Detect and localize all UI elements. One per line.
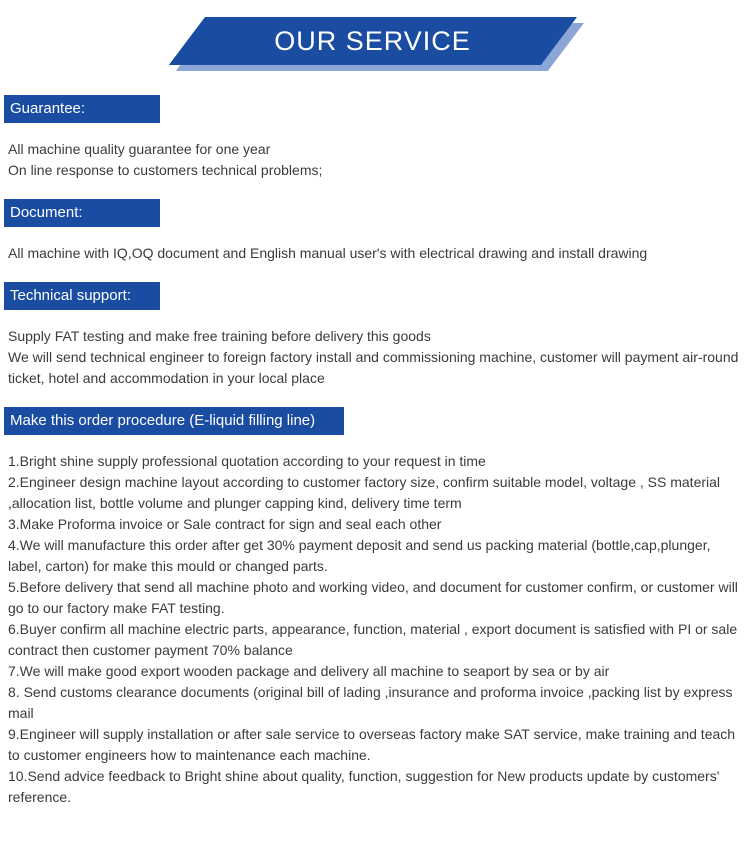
procedure-step-9: 9.Engineer will supply installation or after sale service to overseas factory make SAT service, make training and teach to customer engineers how to maintenance each machine. <box>8 726 736 763</box>
procedure-step-7: 7.We will make good export wooden package and delivery all machine to seaport by sea or by air <box>8 663 610 679</box>
guarantee-paragraph-1: All machine quality guarantee for one year <box>8 141 271 157</box>
procedure-step-6: 6.Buyer confirm all machine electric parts, appearance, function, material , export document is satisfied with PI or sale contract then customer payment 70% balance <box>8 621 738 658</box>
document-paragraph-1: All machine with IQ,OQ document and English manual user's with electrical drawing and install drawing <box>8 245 648 261</box>
section-bar-technical-support: Technical support: <box>4 282 160 310</box>
procedure-step-4: 4.We will manufacture this order after get 30% payment deposit and send us packing material (bottle,cap,plunger, label, carton) for make this mould or changed parts. <box>8 537 711 574</box>
procedure-step-5: 5.Before delivery that send all machine photo and working video, and document for customer confirm, or customer will go to our factory make FAT testing. <box>8 579 738 616</box>
service-banner <box>0 0 750 77</box>
procedure-step-3: 3.Make Proforma invoice or Sale contract for sign and seal each other <box>8 516 442 532</box>
procedure-step-10: 10.Send advice feedback to Bright shine about quality, function, suggestion for New products update by customers' reference. <box>8 768 720 805</box>
guarantee-paragraph-2: On line response to customers technical problems; <box>8 162 323 178</box>
section-bar-document: Document: <box>4 199 160 227</box>
section-bar-order-procedure: Make this order procedure (E-liquid filling line) <box>4 407 344 435</box>
procedure-steps-list <box>0 451 750 808</box>
procedure-step-2: 2.Engineer design machine layout according to customer factory size, confirm suitable model, voltage , SS material ,allocation list, bottle volume and plunger capping kind, delivery time term <box>8 474 721 511</box>
technical-support-paragraph-2: We will send technical engineer to foreign factory install and commissioning machine, customer will payment air-round ticket, hotel and accommodation in your local place <box>8 349 739 386</box>
technical-support-paragraph-1: Supply FAT testing and make free training before delivery this goods <box>8 328 431 344</box>
page-title: OUR SERVICE <box>274 25 471 56</box>
section-bar-guarantee: Guarantee: <box>4 95 160 123</box>
procedure-step-8: 8. Send customs clearance documents (original bill of lading ,insurance and proforma invoice ,packing list by express mail <box>8 684 733 721</box>
procedure-step-1: 1.Bright shine supply professional quotation according to your request in time <box>8 453 486 469</box>
